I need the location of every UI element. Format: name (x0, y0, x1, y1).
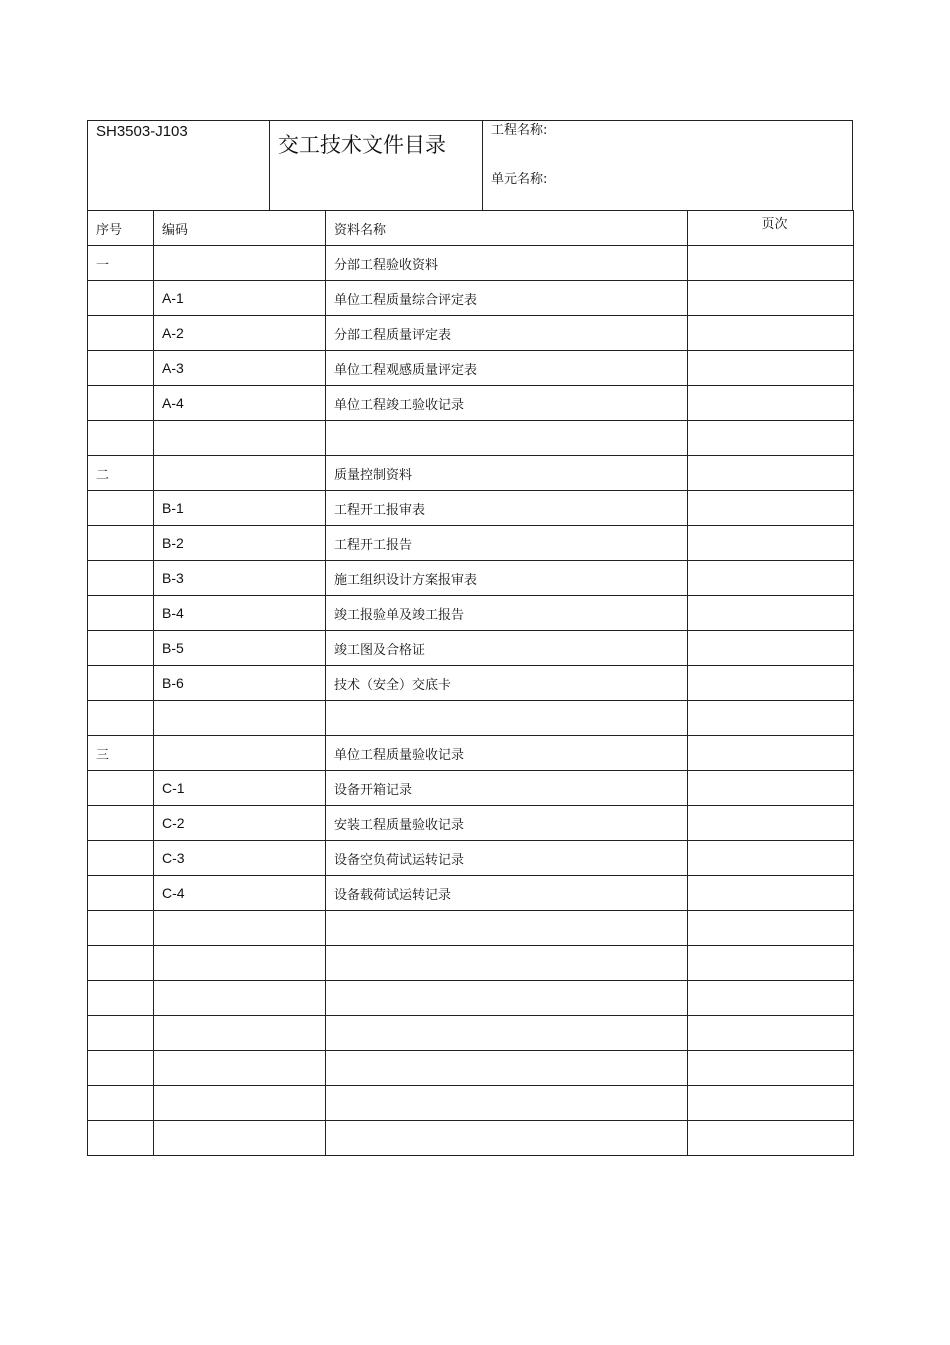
row-seq-cell (88, 596, 154, 631)
table-row (88, 526, 854, 561)
row-page-cell (688, 771, 854, 806)
row-seq-cell (88, 911, 154, 946)
row-name-cell: 施工组织设计方案报审表 (326, 561, 688, 596)
row-seq-cell (88, 421, 154, 456)
row-page-cell (688, 421, 854, 456)
directory-table (87, 210, 854, 1156)
row-code-cell (154, 421, 326, 456)
row-page-cell (688, 911, 854, 946)
form-title: 交工技术文件目录 (270, 121, 483, 211)
row-seq-cell: 三 (88, 736, 154, 771)
row-name-cell: 单位工程竣工验收记录 (326, 386, 688, 421)
row-name-cell: 竣工图及合格证 (326, 631, 688, 666)
row-seq-cell: 二 (88, 456, 154, 491)
row-code-cell: B-3 (154, 561, 326, 596)
table-row (88, 631, 854, 666)
table-body (88, 246, 854, 1156)
table-row (88, 666, 854, 701)
row-code-cell: A-3 (154, 351, 326, 386)
row-name-cell (326, 1016, 688, 1051)
row-seq-cell (88, 841, 154, 876)
form-header (87, 120, 853, 210)
column-header-page: 页次 (688, 211, 854, 246)
row-name-cell (326, 981, 688, 1016)
form-meta (483, 121, 852, 211)
table-row (88, 386, 854, 421)
project-name-label: 工程名称: (491, 123, 548, 138)
table-row (88, 596, 854, 631)
table-row (88, 351, 854, 386)
row-code-cell: C-3 (154, 841, 326, 876)
row-page-cell (688, 281, 854, 316)
row-page-cell (688, 246, 854, 281)
row-page-cell (688, 1086, 854, 1121)
row-seq-cell (88, 386, 154, 421)
row-page-cell (688, 351, 854, 386)
row-code-cell (154, 1086, 326, 1121)
row-code-cell: C-4 (154, 876, 326, 911)
row-name-cell (326, 421, 688, 456)
unit-name-label: 单元名称: (491, 172, 548, 187)
row-seq-cell (88, 666, 154, 701)
row-page-cell (688, 806, 854, 841)
row-name-cell: 分部工程验收资料 (326, 246, 688, 281)
row-name-cell (326, 1121, 688, 1156)
table-row (88, 911, 854, 946)
row-page-cell (688, 701, 854, 736)
row-code-cell: A-1 (154, 281, 326, 316)
row-name-cell: 安装工程质量验收记录 (326, 806, 688, 841)
table-row (88, 841, 854, 876)
row-page-cell (688, 876, 854, 911)
column-header-seq: 序号 (88, 211, 154, 246)
row-page-cell (688, 666, 854, 701)
row-name-cell: 技术（安全）交底卡 (326, 666, 688, 701)
row-name-cell: 单位工程质量验收记录 (326, 736, 688, 771)
row-seq-cell (88, 316, 154, 351)
row-name-cell (326, 1051, 688, 1086)
row-seq-cell (88, 946, 154, 981)
row-seq-cell (88, 1051, 154, 1086)
table-row (88, 1086, 854, 1121)
row-seq-cell (88, 281, 154, 316)
table-row (88, 981, 854, 1016)
table-row (88, 246, 854, 281)
row-name-cell: 工程开工报告 (326, 526, 688, 561)
row-page-cell (688, 596, 854, 631)
row-code-cell: A-4 (154, 386, 326, 421)
row-page-cell (688, 386, 854, 421)
row-seq-cell (88, 806, 154, 841)
table-row (88, 1051, 854, 1086)
row-code-cell (154, 736, 326, 771)
row-seq-cell (88, 701, 154, 736)
table-row (88, 561, 854, 596)
row-seq-cell (88, 631, 154, 666)
form-code: SH3503-J103 (88, 121, 270, 211)
row-code-cell: B-1 (154, 491, 326, 526)
row-code-cell (154, 1121, 326, 1156)
row-page-cell (688, 631, 854, 666)
row-name-cell: 设备空负荷试运转记录 (326, 841, 688, 876)
table-row (88, 876, 854, 911)
row-seq-cell (88, 351, 154, 386)
row-seq-cell (88, 876, 154, 911)
row-page-cell (688, 456, 854, 491)
row-name-cell: 设备开箱记录 (326, 771, 688, 806)
table-row (88, 316, 854, 351)
row-seq-cell: 一 (88, 246, 154, 281)
row-name-cell: 工程开工报审表 (326, 491, 688, 526)
column-header-code: 编码 (154, 211, 326, 246)
row-code-cell (154, 1051, 326, 1086)
row-page-cell (688, 316, 854, 351)
row-seq-cell (88, 561, 154, 596)
document-sheet (87, 120, 853, 1156)
row-code-cell: C-2 (154, 806, 326, 841)
table-row (88, 771, 854, 806)
row-page-cell (688, 561, 854, 596)
row-name-cell: 竣工报验单及竣工报告 (326, 596, 688, 631)
row-code-cell (154, 1016, 326, 1051)
row-page-cell (688, 736, 854, 771)
row-code-cell (154, 701, 326, 736)
row-page-cell (688, 981, 854, 1016)
row-name-cell (326, 946, 688, 981)
row-seq-cell (88, 1016, 154, 1051)
row-code-cell: C-1 (154, 771, 326, 806)
row-code-cell: A-2 (154, 316, 326, 351)
row-page-cell (688, 1016, 854, 1051)
row-code-cell (154, 456, 326, 491)
table-row (88, 806, 854, 841)
column-header-name: 资料名称 (326, 211, 688, 246)
row-seq-cell (88, 981, 154, 1016)
row-page-cell (688, 491, 854, 526)
row-code-cell (154, 911, 326, 946)
row-name-cell (326, 911, 688, 946)
row-code-cell (154, 981, 326, 1016)
table-row (88, 946, 854, 981)
table-row (88, 1121, 854, 1156)
row-page-cell (688, 841, 854, 876)
table-row (88, 491, 854, 526)
row-page-cell (688, 526, 854, 561)
row-code-cell (154, 246, 326, 281)
row-name-cell: 单位工程质量综合评定表 (326, 281, 688, 316)
row-seq-cell (88, 771, 154, 806)
row-code-cell: B-5 (154, 631, 326, 666)
row-name-cell (326, 701, 688, 736)
row-seq-cell (88, 1086, 154, 1121)
table-row (88, 281, 854, 316)
row-code-cell: B-2 (154, 526, 326, 561)
row-seq-cell (88, 526, 154, 561)
table-row (88, 736, 854, 771)
table-row (88, 1016, 854, 1051)
table-row (88, 701, 854, 736)
row-page-cell (688, 1121, 854, 1156)
row-code-cell: B-6 (154, 666, 326, 701)
row-seq-cell (88, 1121, 154, 1156)
row-page-cell (688, 946, 854, 981)
row-page-cell (688, 1051, 854, 1086)
table-row (88, 456, 854, 491)
row-name-cell: 质量控制资料 (326, 456, 688, 491)
row-seq-cell (88, 491, 154, 526)
table-row (88, 421, 854, 456)
row-name-cell: 设备载荷试运转记录 (326, 876, 688, 911)
row-code-cell: B-4 (154, 596, 326, 631)
row-name-cell: 分部工程质量评定表 (326, 316, 688, 351)
row-name-cell (326, 1086, 688, 1121)
row-name-cell: 单位工程观感质量评定表 (326, 351, 688, 386)
row-code-cell (154, 946, 326, 981)
